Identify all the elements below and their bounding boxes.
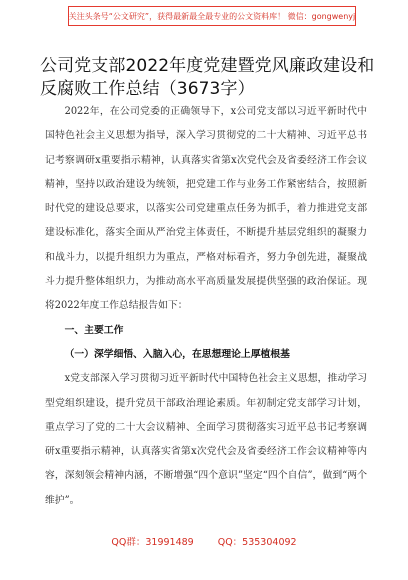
- body-paragraph: x党支部深入学习贯彻习近平新时代中国特色社会主义思想，推动学习型党组织建设，提升党员干部政治理论素质。年初制定党支部学习计划，重点学习了党的二十大会议精神、全面学习贯彻落实习近平总书记考察调研x重要指示精神，认真落实省第x次党代会及省委经济工作会议精神等内容，深刻领会精神内涵，不断增强“四个意识”坚定“四个自信”，做到“两个维护”。: [45, 373, 367, 506]
- document-body: [45, 100, 367, 513]
- qq-number: QQ：535304092: [217, 537, 297, 548]
- subsection-heading: （一）深学细悟、入脑入心，在思想理论上厚植根基: [64, 348, 290, 360]
- contact-footer: [0, 534, 408, 548]
- section-heading: 一、主要工作: [64, 324, 124, 336]
- document-title: 公司党支部2022年度党建暨党风廉政建设和反腐败工作总结（3673字）: [40, 56, 375, 99]
- intro-paragraph: 2022年，在公司党委的正确领导下，x公司党支部以习近平新时代中国特色社会主义思想为指导，深入学习贯彻党的二十大精神、习近平总书记考察调研x重要指示精神，认真落实省第x次党代会及省委经济工作会议精神，坚持以政治建设为统领，把党建工作与业务工作紧密结合，按照新时代党的建设总要求，以落实公司党建重点任务为抓手，着力推进党支部建设标准化，落实全面从严治党主体责任，不断提升基层党组织的凝聚力和战斗力，以提升组织力为重点，严格对标看齐，努力争创先进，凝聚战斗力提升整体组织力，为推动高水平高质量发展提供坚强的政治保证。现将2022年度工作总结报告如下：: [45, 106, 367, 312]
- qq-group-number: QQ群：31991489: [111, 537, 194, 548]
- promo-banner-text: 关注头条号“公文研究”，获得最新最全最专业的公文资料库！ 微信：gongwenyj: [68, 11, 356, 21]
- promo-banner: [68, 6, 356, 26]
